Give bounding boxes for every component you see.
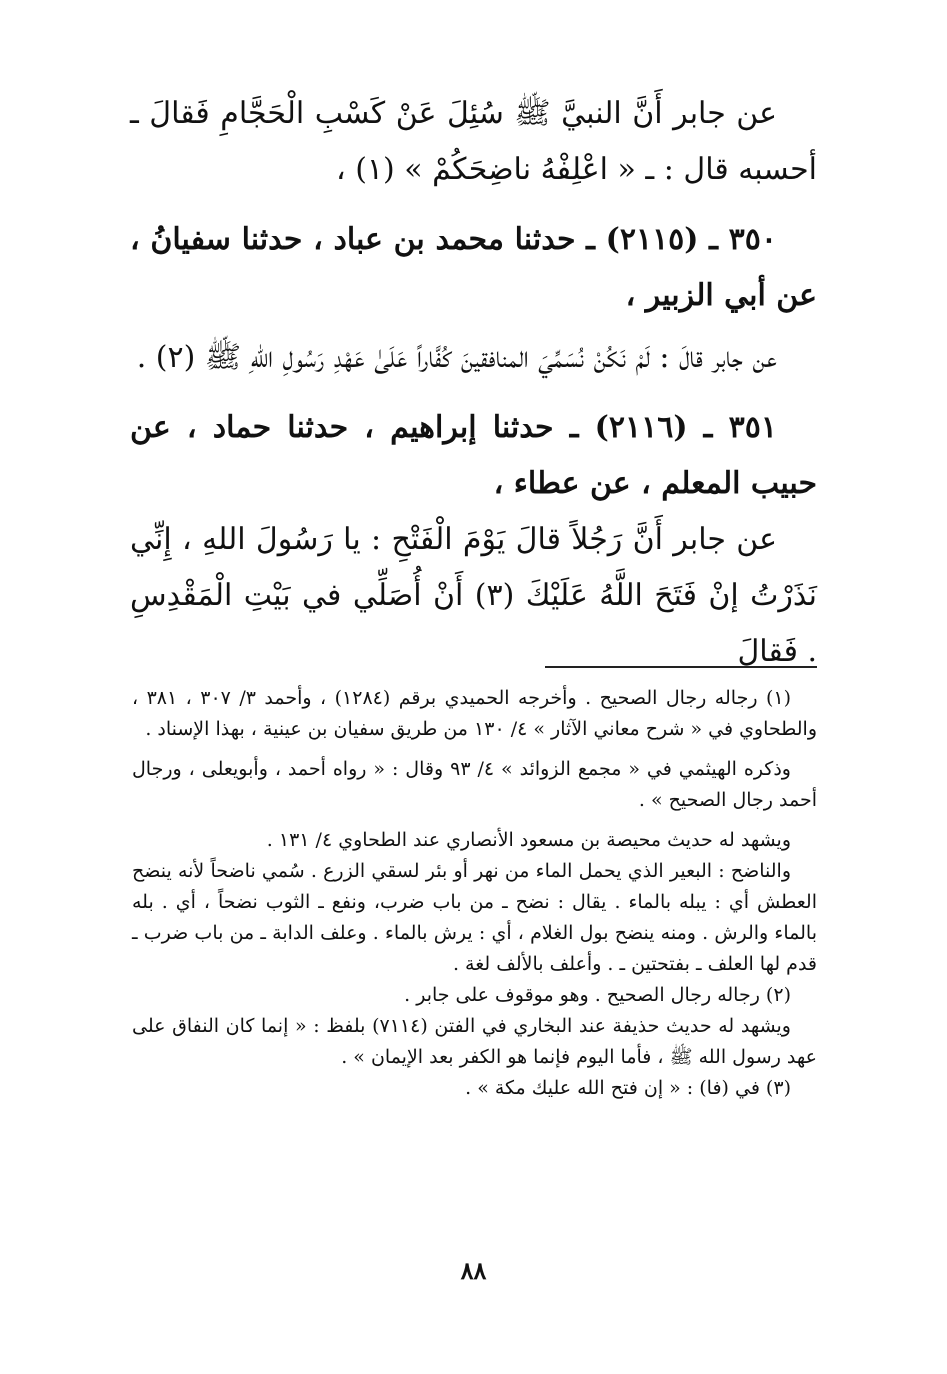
hadith-text-2: عن جابر قالَ : لَمْ نَكُنْ نُسَمِّيَ المنافقينَ كُفَّاراً عَلَىٰ عَهْدِ رَسُولِ اللهِ ﷺ (٢) . [136, 340, 777, 375]
footnote-1: (١) رجاله رجال الصحيح . وأخرجه الحميدي برقم (١٢٨٤) ، وأحمد ٣/ ٣٠٧ ، ٣٨١ ، والطحاوي في « شرح معاني الآثار » ٤/ ١٣٠ من طريق سفيان بن عينية ، بهذا الإسناد . [132, 687, 817, 740]
footnote-1-haythami: وذكره الهيثمي في « مجمع الزوائد » ٤/ ٩٣ وقال : « رواه أحمد ، وأبويعلى ، ورجال أحمد رجال الصحيح » . [132, 758, 817, 811]
footnote-3: (٣) في (فا) : « إن فتح الله عليك مكة » . [465, 1077, 791, 1099]
hadith-text-1: عن جابر أَنَّ النبيَّ ﷺ سُئِلَ عَنْ كَسْبِ الْحَجَّامِ فَقالَ ـ أحسبه قال : ـ « اعْلِفْهُ ناضِحَكُمْ » (١) ، [130, 96, 817, 187]
footnote-2: (٢) رجاله رجال الصحيح . وهو موقوف على جابر . [404, 984, 791, 1006]
footnote-1-vocabulary: والناضح : البعير الذي يحمل الماء من نهر أو بئر لسقي الزرع . سُمي ناضحاً لأنه ينضح العطش أي : يبله بالماء . يقال : نضح ـ من باب ضرب، ونفع ـ الثوب نضحاً ، أي . بله بالماء والرش . ومنه ينضح بول الغلام ، أي : يرش بالماء . وعلف الدابة ـ من باب ضرب ـ قدم لها العلف ـ بفتحتين ـ . وأعلف بالألف لغة . [132, 860, 817, 975]
footnotes [132, 683, 817, 1104]
footnote-2-witness: ويشهد له حديث حذيفة عند البخاري في الفتن (٧١١٤) بلفظ : « إنما كان النفاق على عهد رسول الله ﷺ ، فأما اليوم فإنما هو الكفر بعد الإيمان » . [132, 1015, 817, 1068]
footnote-1-witness: ويشهد له حديث محيصة بن مسعود الأنصاري عند الطحاوي ٤/ ١٣١ . [266, 829, 791, 851]
hadith-text-3: عن جابر أَنَّ رَجُلاً قالَ يَوْمَ الْفَتْحِ : يا رَسُولَ اللهِ ، إِنِّي نَذَرْتُ إنْ فَتَحَ اللَّهُ عَلَيْكَ (٣) أَنْ أُصَلِّي في بَيْتِ الْمَقْدِسِ . فَقالَ [130, 522, 817, 669]
footnote-divider [545, 666, 817, 668]
isnad-351: ٣٥١ ـ (٢١١٦) ـ حدثنا إبراهيم ، حدثنا حماد ، عن حبيب المعلم ، عن عطاء ، [130, 410, 817, 501]
isnad-350: ٣٥٠ ـ (٢١١٥) ـ حدثنا محمد بن عباد ، حدثنا سفيانُ ، عن أبي الزبير ، [130, 222, 817, 313]
main-text [130, 86, 817, 680]
page-number: ٨٨ [460, 1256, 487, 1285]
